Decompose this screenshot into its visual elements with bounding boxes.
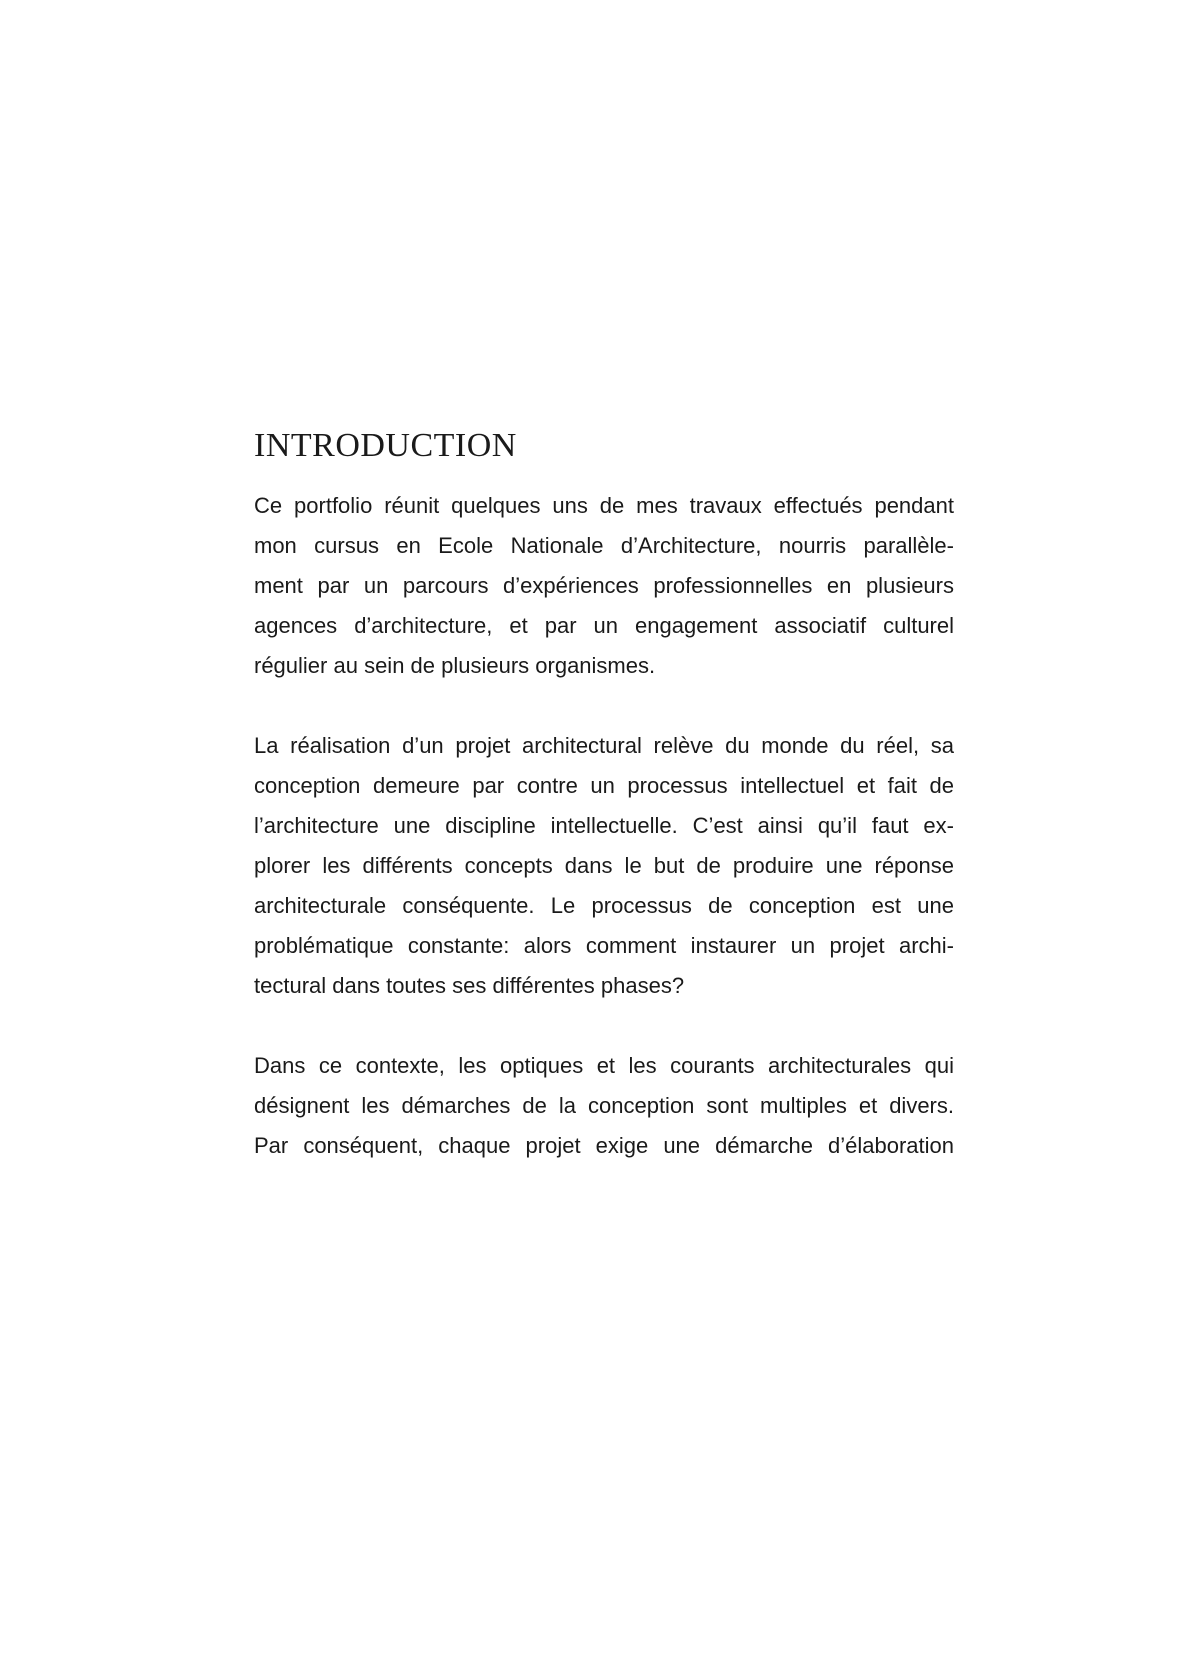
paragraph-line: conception demeure par contre un processus intellectuel et fait de: [254, 773, 954, 798]
paragraph-line: Ce portfolio réunit quelques uns de mes travaux effectués pendant: [254, 493, 954, 518]
paragraph-line: problématique constante: alors comment instaurer un projet archi-: [254, 933, 954, 958]
paragraph-line: La réalisation d’un projet architectural relève du monde du réel, sa: [254, 733, 954, 758]
paragraph-line: l’architecture une discipline intellectuelle. C’est ainsi qu’il faut ex-: [254, 813, 954, 838]
paragraph-2: [254, 726, 954, 1006]
paragraph-line: ment par un parcours d’expériences professionnelles en plusieurs: [254, 573, 954, 598]
page-title: INTRODUCTION: [254, 427, 517, 464]
paragraph-line: Par conséquent, chaque projet exige une démarche d’élaboration: [254, 1133, 954, 1158]
paragraph-line: régulier au sein de plusieurs organismes.: [254, 653, 656, 678]
paragraph-line: plorer les différents concepts dans le but de produire une réponse: [254, 853, 954, 878]
paragraph-line: architecturale conséquente. Le processus de conception est une: [254, 893, 954, 918]
paragraph-3: [254, 1046, 954, 1166]
paragraph-spacer: [254, 686, 954, 726]
paragraph-1: [254, 486, 954, 686]
paragraph-line: tectural dans toutes ses différentes phases?: [254, 973, 685, 998]
paragraph-spacer: [254, 1006, 954, 1046]
paragraph-line: Dans ce contexte, les optiques et les courants architecturales qui: [254, 1053, 954, 1078]
paragraph-line: agences d’architecture, et par un engagement associatif culturel: [254, 613, 954, 638]
paragraph-line: mon cursus en Ecole Nationale d’Architecture, nourris parallèle-: [254, 533, 954, 558]
document-body: [254, 424, 954, 1166]
paragraph-line: désignent les démarches de la conception sont multiples et divers.: [254, 1093, 954, 1118]
